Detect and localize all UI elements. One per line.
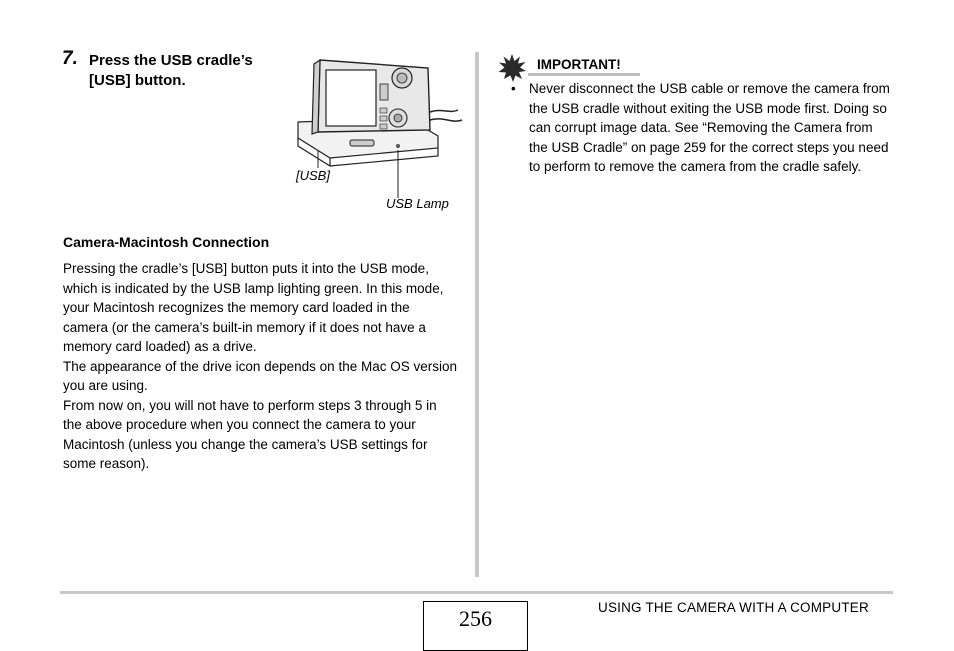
- step-number: 7.: [62, 48, 78, 69]
- list-item: [511, 79, 891, 177]
- important-item-text: Never disconnect the USB cable or remove the camera from the USB cradle without exiting the USB mode first. Doing so can corrupt image data. See “Removing the Camera from the USB Cradle” on page 259 for the correct steps you need to perform to remove the camera from the cradle safely.: [529, 81, 890, 174]
- page-number: 256: [459, 606, 492, 631]
- usb-lamp-caption: USB Lamp: [386, 196, 449, 211]
- footer-rule: [60, 591, 893, 594]
- column-divider: [475, 52, 479, 577]
- footer-section-title: USING THE CAMERA WITH A COMPUTER: [598, 600, 869, 615]
- important-list: [511, 79, 891, 177]
- body-paragraph: From now on, you will not have to perform steps 3 through 5 in the above procedure when you connect the camera to your Macintosh (unless you change the camera’s USB settings for some reason).: [63, 397, 437, 471]
- step-instruction: Press the USB cradle’s [USB] button.: [89, 52, 253, 89]
- starburst-icon: [498, 54, 526, 82]
- usb-button: [350, 140, 374, 146]
- camera-cradle-illustration: [290, 50, 465, 215]
- usb-caption: [USB]: [296, 168, 330, 183]
- section-heading: Camera-Macintosh Connection: [63, 234, 270, 250]
- body-paragraph: The appearance of the drive icon depends on the Mac OS version you are using.: [63, 358, 457, 393]
- important-underline: [528, 73, 640, 76]
- bullet-icon: •: [511, 81, 516, 96]
- usb-lamp: [396, 144, 400, 148]
- body-paragraph: Pressing the cradle’s [USB] button puts it into the USB mode, which is indicated by the USB lamp lighting green. In this mode, your Macintosh recognizes the memory card loaded in the camera (or the camera’s built-in memory if it does not have a memory card loaded) as a drive.: [63, 261, 444, 354]
- important-label: IMPORTANT!: [537, 57, 621, 72]
- section-body: [63, 259, 458, 474]
